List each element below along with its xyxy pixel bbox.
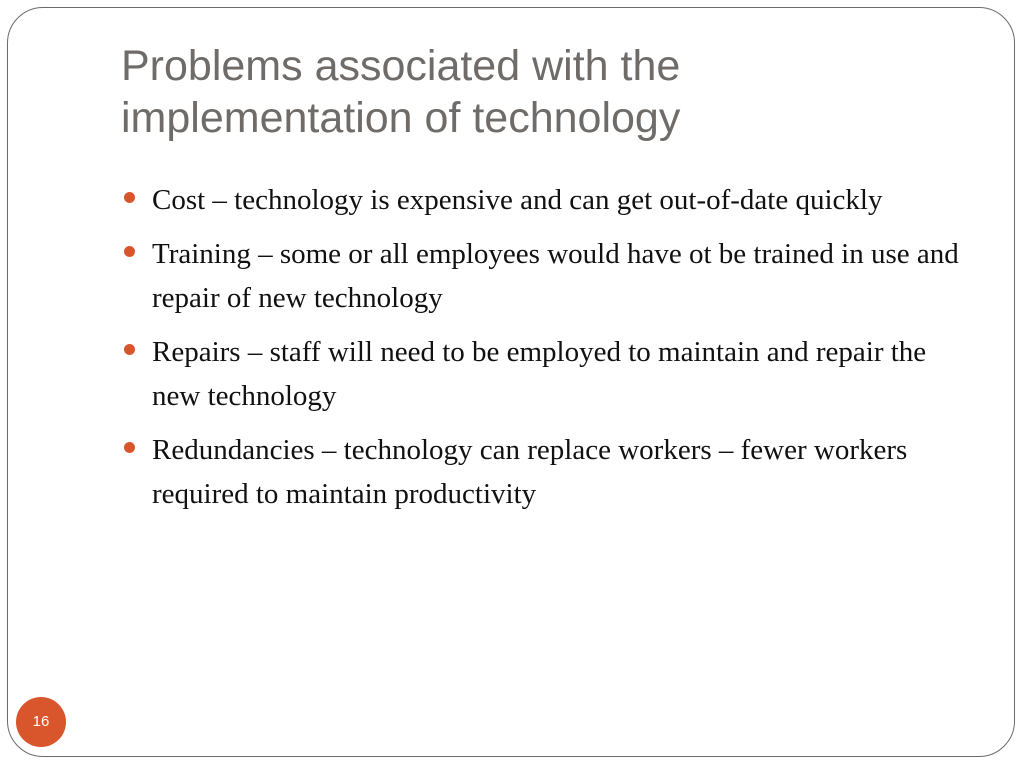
bullet-item-redundancies bbox=[121, 428, 981, 516]
slide-title: Problems associated with the implementation of technology bbox=[121, 42, 681, 142]
bullet-text: Cost – technology is expensive and can get out-of-date quickly bbox=[152, 184, 883, 216]
bullet-item-repairs bbox=[121, 330, 981, 418]
bullet-text: Redundancies – technology can replace workers – fewer workers required to maintain productivity bbox=[152, 434, 908, 510]
bullet-item-cost bbox=[121, 178, 981, 222]
bullet-dot-icon bbox=[124, 192, 135, 203]
bullet-text: Training – some or all employees would have ot be trained in use and repair of new technology bbox=[152, 238, 959, 314]
bullet-dot-icon bbox=[124, 442, 135, 453]
bullet-item-training bbox=[121, 232, 981, 320]
bullet-text: Repairs – staff will need to be employed to maintain and repair the new technology bbox=[152, 336, 927, 412]
slide-number-badge: 16 bbox=[16, 697, 66, 747]
bullet-list bbox=[121, 178, 981, 526]
bullet-dot-icon bbox=[124, 344, 135, 355]
slide bbox=[7, 7, 1015, 757]
bullet-dot-icon bbox=[124, 246, 135, 257]
